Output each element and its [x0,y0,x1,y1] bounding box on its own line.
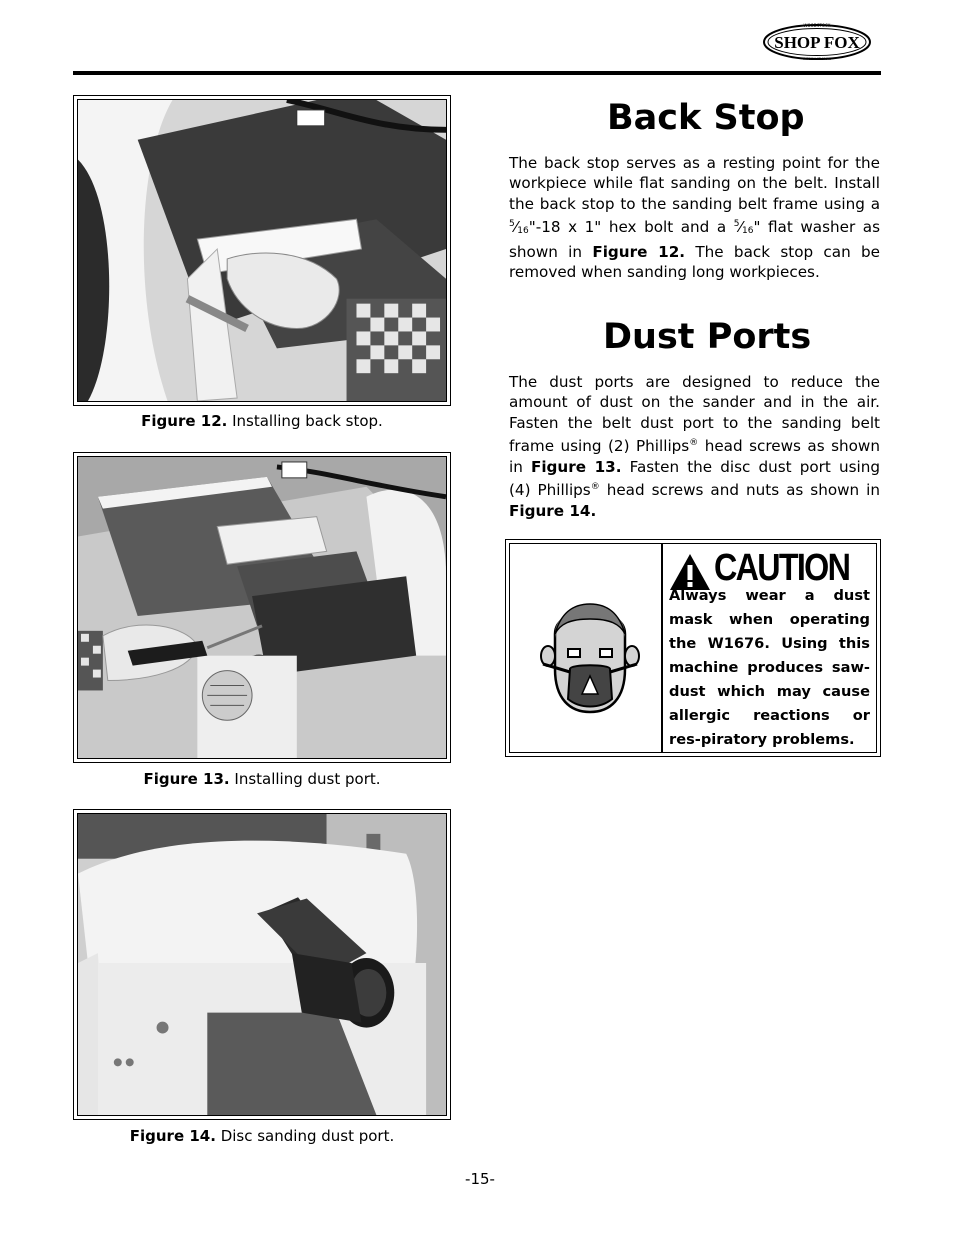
dust-ports-heading: Dust Ports [603,317,812,357]
figure-13-caption: Figure 13. Installing dust port. [143,770,381,788]
caution-inner-frame [509,543,877,753]
page-number: -15- [465,1170,495,1188]
caution-message: Always wear a dust mask when operating the W1676. Using this machine produces saw-dust which may cause allergic reactions or res-piratory problems. [669,587,870,748]
svg-text:WOODSTOCK: WOODSTOCK [803,23,831,28]
figure-13-image [73,452,451,763]
figure-12-caption: Figure 12. Installing back stop. [141,412,383,430]
dust-ports-paragraph: The dust ports are designed to reduce the amount of dust on the sander and in the air. Fasten the belt dust port to the sanding belt frame using (2) Phillips® head screws as shown in Figure 13. Fasten the disc dust port using (4) Phillips® head screws and nuts as shown in Figure 14. [509,373,880,520]
back-stop-heading: Back Stop [607,98,805,138]
header-rule [73,71,881,75]
svg-text:SHOP FOX: SHOP FOX [774,33,860,52]
caution-title: CAUTION [714,547,850,589]
figure-14-caption: Figure 14. Disc sanding dust port. [129,1127,395,1145]
caution-box [505,539,881,757]
figure-12-image [73,95,451,406]
caution-divider [661,544,663,752]
dust-mask-face-icon [540,594,640,714]
back-stop-paragraph: The back stop serves as a resting point for the workpiece while flat sanding on the belt. Install the back stop to the sanding belt frame using a $^5⁄_{16}"-18$ x 1" hex bolt and a $^5⁄_{16}$" flat washer as shown in Figure 12. The back stop can be removed when sanding long workpieces. [509,154,881,282]
shop-fox-logo [762,20,872,64]
svg-text:INTERNATIONAL: INTERNATIONAL [802,57,832,61]
figure-14-image [73,809,451,1120]
